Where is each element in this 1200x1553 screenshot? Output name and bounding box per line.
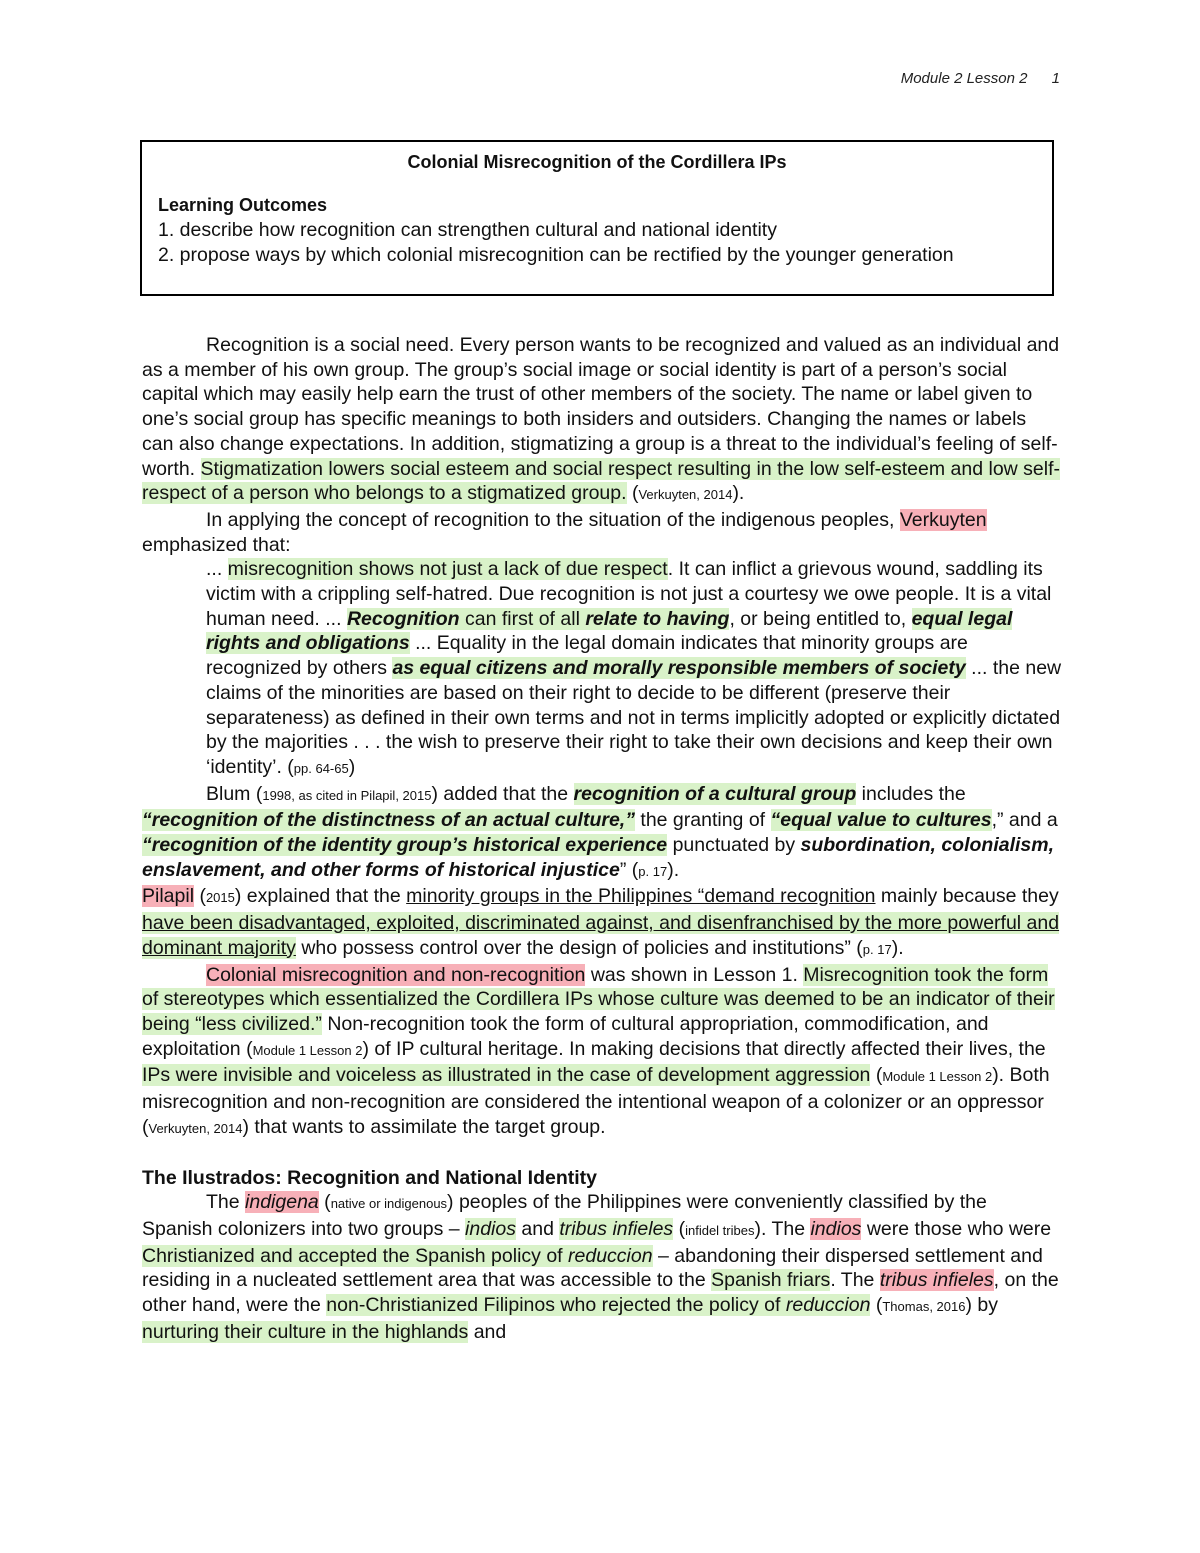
citation: 2015: [205, 890, 235, 906]
highlight-green: “recognition of the distinctness of an actual culture,”: [142, 809, 635, 832]
highlight-green: Stigmatization lowers social esteem and social respect resulting in the low self-esteem and low self-respect of a person who belongs to a stigmatized group.: [142, 457, 1061, 505]
text: was shown in Lesson 1.: [585, 963, 804, 986]
text: (: [870, 1294, 883, 1317]
text: ) peoples of the Philippines were conveniently classified by the Spanish colonizers into two groups –: [142, 1191, 987, 1240]
text: and: [515, 1217, 560, 1240]
emphasis: subordination, colonialism, enslavement, and other forms of historical injustice: [142, 834, 1055, 881]
text: were those who were: [861, 1217, 1052, 1240]
paragraph-verkuyten-intro: [142, 508, 1062, 557]
highlight-red: Pilapil: [142, 885, 195, 908]
text: (: [870, 1064, 883, 1087]
text: – abandoning their dispersed settlement and residing in a nucleated settlement area that was accessible to the: [142, 1244, 1043, 1292]
section-heading: The Ilustrados: Recognition and National Identity: [142, 1166, 598, 1189]
learning-outcomes-label: Learning Outcomes: [158, 195, 328, 215]
citation: native or indigenous: [330, 1196, 448, 1212]
paragraph-misrecognition: [142, 963, 1062, 1142]
paragraph-recognition: [142, 333, 1062, 508]
citation: Verkuyten, 2014: [148, 1120, 243, 1136]
text: who possess control over the design of policies and institutions” (: [295, 936, 863, 959]
learning-outcomes-box: [140, 140, 1054, 296]
text: ).: [891, 936, 904, 959]
highlight-green: Spanish friars: [711, 1269, 831, 1292]
highlight-green: Christianized and accepted the Spanish policy of: [142, 1244, 569, 1267]
text: (: [626, 482, 639, 505]
page-number: 1: [1051, 70, 1060, 87]
highlight-green: Misrecognition took the form of stereotypes which essentialized the Cordillera IPs whose culture was deemed to be an indicator of their being “less civilized.”: [142, 963, 1055, 1035]
highlight-red: Verkuyten: [899, 508, 987, 531]
highlight-green: can first of all: [459, 607, 586, 630]
highlight-green: recognition of a cultural group: [573, 782, 857, 805]
citation: Module 1 Lesson 2: [252, 1042, 363, 1058]
text: ) added that the: [431, 782, 574, 805]
highlight-green: tribus infieles: [559, 1217, 674, 1240]
citation: 1998, as cited in Pilapil, 2015: [262, 787, 432, 803]
highlight-green: “equal value to cultures: [770, 809, 992, 832]
citation: pp. 64-65: [293, 760, 349, 776]
text: ” (: [619, 858, 639, 881]
text: ): [348, 755, 356, 778]
text: Non-recognition took the form of cultural appropriation, commodification, and exploitation (: [142, 1012, 989, 1060]
highlight-green: reduccion: [785, 1294, 871, 1317]
text: , or being entitled to,: [729, 607, 912, 630]
block-quote: [206, 557, 1062, 781]
highlight-green: relate to having: [585, 607, 730, 630]
highlight-green: “recognition of the identity group’s historical experience: [142, 834, 668, 857]
text: (: [194, 885, 206, 908]
highlight-red: tribus infieles: [879, 1269, 994, 1292]
paragraph-indigena: [142, 1190, 1062, 1344]
text: The: [206, 1191, 246, 1214]
text: , on the other hand, were the: [142, 1269, 1059, 1317]
highlight-green: indios: [465, 1217, 516, 1240]
text: (: [318, 1191, 331, 1214]
highlight-green: misrecognition shows not just a lack of due respect: [227, 558, 668, 581]
text: ). The: [754, 1217, 811, 1240]
highlight-green: equal legal rights and obligations: [206, 607, 1013, 655]
text: ) explained that the: [234, 885, 407, 908]
highlight-green: nurturing their culture in the highlands: [142, 1320, 469, 1343]
citation: p. 17: [862, 941, 892, 957]
highlight-red: Colonial misrecognition and non-recognition: [206, 963, 586, 986]
text: and: [468, 1320, 507, 1343]
text: Recognition is a social need. Every person wants to be recognized and valued as an individual and as a member of his own group. The group’s social image or social identity is part of a person’s social capital which may easily help earn the trust of other members of the society. The name or label given to one’s social group has specific meanings to both insiders and outsiders. Changing the names or labels can also change expectations. In addition, stigmatizing a group is a threat to the individual’s feeling of self-worth.: [142, 334, 1060, 480]
text: ) that wants to assimilate the target group.: [242, 1115, 606, 1138]
citation: p. 17: [638, 863, 668, 879]
text: punctuated by: [667, 834, 801, 857]
text: . The: [830, 1269, 880, 1292]
highlight-green: non-Christianized Filipinos who rejected the policy of: [326, 1294, 786, 1317]
highlight-red: indios: [810, 1217, 862, 1240]
text: . It can inflict a grievous wound, saddling its victim with a crippling self-hatred. Due recognition is not just a courtesy we owe people. It is a vital human need. ...: [206, 558, 1052, 630]
highlight-green: as equal citizens and morally responsible members of society: [392, 657, 966, 680]
text: emphasized that:: [142, 533, 291, 556]
citation: Module 1 Lesson 2: [882, 1069, 993, 1085]
text: Blum (: [206, 782, 263, 805]
document-title: Colonial Misrecognition of the Cordillera IPs: [407, 152, 787, 172]
module-label: Module 2 Lesson 2: [900, 70, 1028, 87]
text: ) of IP cultural heritage. In making decisions that directly affected their lives, the: [362, 1037, 1046, 1060]
text: ...: [206, 558, 228, 581]
highlight-green: have been disadvantaged, exploited, discriminated against, and disenfranchised by the more powerful and dominant majority: [142, 912, 1060, 959]
paragraph-pilapil: [142, 884, 1062, 962]
text: the granting of: [634, 809, 771, 832]
citation: Thomas, 2016: [882, 1299, 966, 1315]
citation: Verkuyten, 2014: [638, 487, 733, 503]
text: ,” and a: [991, 809, 1058, 832]
highlight-red: indigena: [245, 1191, 319, 1214]
highlight-green: Recognition: [346, 607, 460, 630]
text: ... Equality in the legal domain indicates that minority groups are recognized by others: [206, 632, 968, 680]
highlight-green: IPs were invisible and voiceless as illustrated in the case of development aggression: [142, 1064, 871, 1087]
text: ).: [732, 482, 745, 505]
text: ).: [667, 858, 680, 881]
text: ). Both misrecognition and non-recognition are considered the intentional weapon of a colonizer or an oppressor (: [142, 1064, 1050, 1138]
document-body: [142, 333, 1062, 1344]
underlined-text: minority groups in the Philippines “demand recognition: [406, 885, 876, 908]
text: includes the: [856, 782, 966, 805]
highlight-green: reduccion: [568, 1244, 653, 1267]
citation: infidel tribes: [685, 1222, 755, 1238]
learning-outcome-item: 1. describe how recognition can strengthen cultural and national identity: [158, 219, 777, 241]
text: (: [673, 1217, 686, 1240]
text: In applying the concept of recognition to the situation of the indigenous peoples,: [206, 508, 900, 531]
page-header: [901, 70, 1060, 87]
text: mainly because they: [875, 885, 1059, 908]
learning-outcome-item: 2. propose ways by which colonial misrecognition can be rectified by the younger generation: [158, 244, 954, 266]
text: ... the new claims of the minorities are based on their right to decide to be different (preserve their separateness) as defined in their own terms and not in terms implicitly adopted or explicitly dictated by the majorities . . . the wish to preserve their right to take their own decisions and keep their own ‘identity’. (: [206, 657, 1062, 778]
paragraph-blum: [142, 782, 1062, 885]
text: ) by: [965, 1294, 998, 1317]
